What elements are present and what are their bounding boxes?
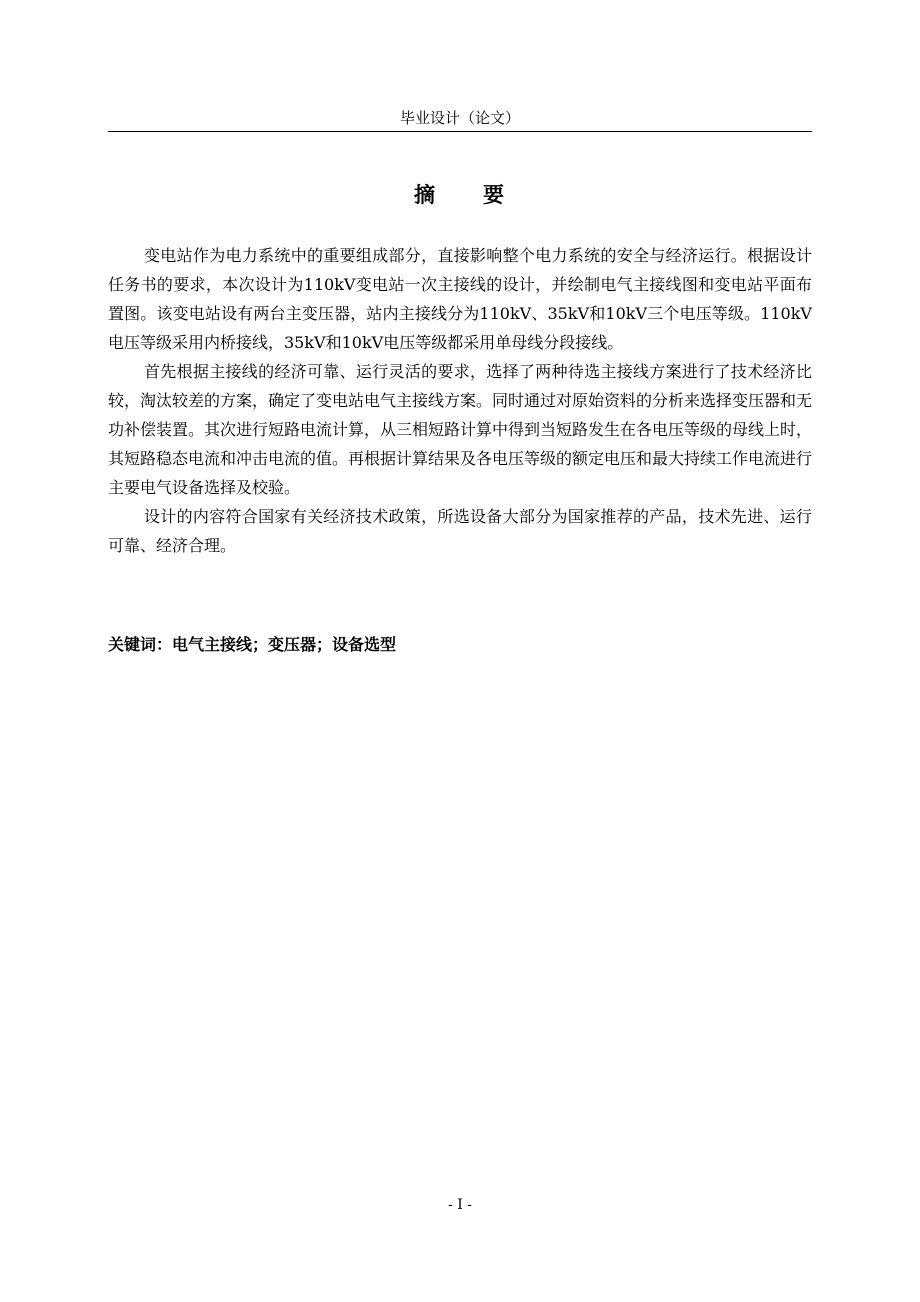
page-number: - I - <box>448 1197 472 1213</box>
abstract-paragraph-3: 设计的内容符合国家有关经济技术政策，所选设备大部分为国家推荐的产品，技术先进、运行可靠、经济合理。 <box>108 507 812 555</box>
abstract-title: 摘 要 <box>414 182 506 207</box>
running-header: 毕业设计（论文） <box>399 109 520 127</box>
abstract-paragraph-1: 变电站作为电力系统中的重要组成部分，直接影响整个电力系统的安全与经济运行。根据设计任务书的要求，本次设计为110kV变电站一次主接线的设计，并绘制电气主接线图和变电站平面布置图。该变电站设有两台主变压器，站内主接线分为110kV、35kV和10kV三个电压等级。110kV电压等级采用内桥接线，35kV和10kV电压等级都采用单母线分段接线。 <box>108 246 812 352</box>
header-divider <box>108 131 812 132</box>
keywords-line: 关键词：电气主接线；变压器；设备选型 <box>108 635 397 654</box>
abstract-paragraph-2: 首先根据主接线的经济可靠、运行灵活的要求，选择了两种待选主接线方案进行了技术经济比较，淘汰较差的方案，确定了变电站电气主接线方案。同时通过对原始资料的分析来选择变压器和无功补偿装置。其次进行短路电流计算，从三相短路计算中得到当短路发生在各电压等级的母线上时，其短路稳态电流和冲击电流的值。再根据计算结果及各电压等级的额定电压和最大持续工作电流进行主要电气设备选择及校验。 <box>108 362 813 497</box>
abstract-body <box>108 241 812 560</box>
